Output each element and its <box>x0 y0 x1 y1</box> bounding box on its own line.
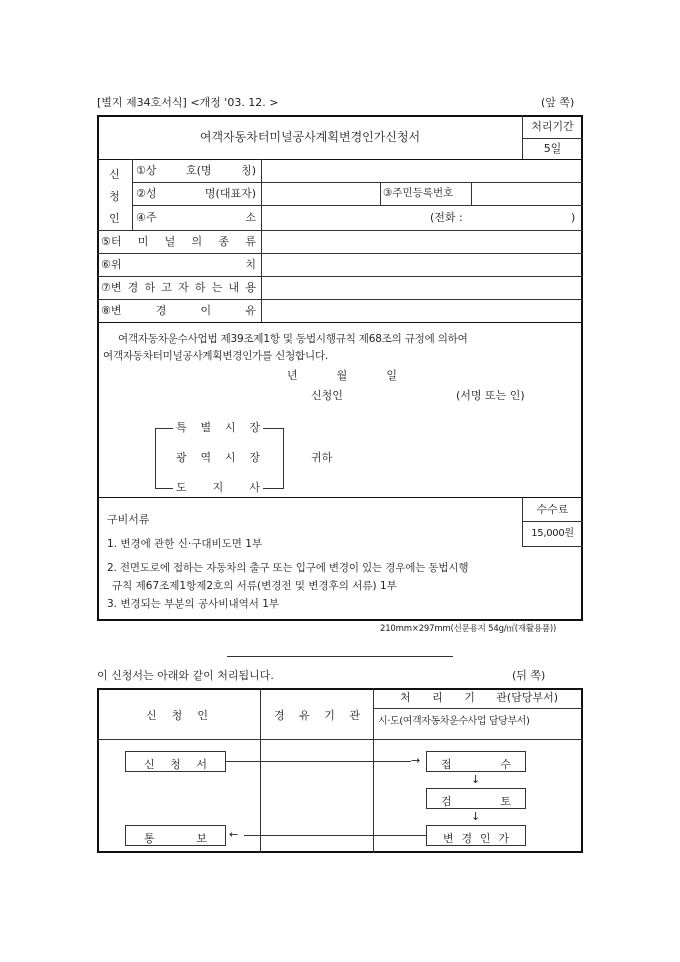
label-part: 접 <box>441 758 452 771</box>
processing-period-label: 처리기간 <box>531 120 574 133</box>
label-part: ⑦변 <box>101 281 122 294</box>
arrow-right-icon: → <box>411 754 421 767</box>
label-part: 신 <box>144 758 155 771</box>
label-part: ⑤터 <box>101 235 122 248</box>
resident-number-field[interactable] <box>472 183 582 205</box>
change-reason-label <box>101 305 256 316</box>
label-part: 유 <box>245 304 256 317</box>
document-item-2: 2. 전면도로에 접하는 자동차의 출구 또는 입구에 변경이 있는 경우에는 동법시행 <box>107 562 469 574</box>
label-part: 시 <box>224 421 236 434</box>
label-part: ⑧변 <box>101 304 122 317</box>
recipient-governor <box>176 482 260 493</box>
divider <box>97 739 583 740</box>
bracket-line <box>263 428 284 429</box>
divider <box>380 182 381 205</box>
label-part: 사 <box>249 481 260 494</box>
trade-name-field[interactable] <box>262 160 582 182</box>
divider <box>97 497 583 498</box>
label-part: 역 <box>200 451 212 464</box>
applicant-group-label <box>97 166 132 226</box>
applicant-char: 청 <box>109 190 120 203</box>
date-line <box>287 370 397 381</box>
form-title: 여객자동차터미널공사계획변경인가신청서 <box>199 130 421 144</box>
documents-title: 구비서류 <box>107 513 150 526</box>
signature-field[interactable] <box>350 386 450 402</box>
terminal-type-label <box>101 236 256 247</box>
label-part: 널 <box>164 235 176 248</box>
terminal-type-field[interactable] <box>262 231 582 253</box>
divider <box>132 159 133 230</box>
col-via-header <box>274 710 360 721</box>
label-part: 관 <box>349 709 360 722</box>
label-part: 의 <box>191 235 203 248</box>
label-part: 청 <box>171 709 183 722</box>
document-item-3: 3. 변경되는 부분의 공사비내역서 1부 <box>107 598 280 610</box>
divider <box>522 138 583 139</box>
label-part: ①상 <box>136 164 157 177</box>
fee-value: 15,000원 <box>531 528 574 539</box>
label-part: 경 <box>127 281 139 294</box>
arrow-down-icon: ↓ <box>471 810 481 823</box>
location-field[interactable] <box>262 254 582 276</box>
label-part: 신 <box>146 709 157 722</box>
signature-note: (서명 또는 인) <box>456 389 525 402</box>
label-part: 장 <box>249 421 260 434</box>
label-part: 종 <box>218 235 230 248</box>
label-part: 소 <box>245 211 256 224</box>
label-part: ④주 <box>136 211 157 224</box>
form-reference: [별지 제34호서식] <개정 '03. 12. > <box>97 96 279 109</box>
bracket-line <box>155 428 156 489</box>
statement-line-2: 여객자동차터미널공사계획변경인가를 신청합니다. <box>103 350 329 362</box>
process-intro: 이 신청서는 아래와 같이 처리됩니다. <box>97 669 274 682</box>
label-part: 류 <box>245 235 256 248</box>
divider <box>260 688 261 853</box>
bracket-line <box>283 428 284 489</box>
label-part: 수 <box>500 758 511 771</box>
trade-name-label <box>136 165 256 176</box>
label-part: 기 <box>324 709 335 722</box>
step-receipt <box>426 751 526 772</box>
label-part: 변 <box>443 832 454 845</box>
arrow-left-icon: ← <box>229 828 239 841</box>
recipient-metropolitan-mayor <box>176 452 260 463</box>
paper-spec: 210mm×297mm(신문용지 54g/㎡(재활용품)) <box>380 624 557 634</box>
processing-period-value: 5일 <box>543 142 562 155</box>
phone-field[interactable] <box>485 206 565 229</box>
label-part: 칭) <box>241 164 256 177</box>
recipient-special-city-mayor <box>176 422 260 433</box>
step-approval <box>426 825 526 846</box>
label-part: 지 <box>212 481 224 494</box>
phone-label: (전화 : <box>430 211 463 224</box>
location-label <box>101 259 256 270</box>
label-part: 이 <box>200 304 212 317</box>
label-part: 유 <box>299 709 310 722</box>
applicant-char: 인 <box>109 212 120 225</box>
connector-application-to-receipt <box>226 761 411 762</box>
label-part: 토 <box>500 795 511 808</box>
label-part: 장 <box>249 451 260 464</box>
label-part: 별 <box>200 421 212 434</box>
label-part: 관(담당부서) <box>496 691 558 704</box>
applicant-char: 신 <box>109 168 120 181</box>
fee-label: 수수료 <box>536 503 569 516</box>
honorific: 귀하 <box>311 451 333 464</box>
label-part: ⑥위 <box>101 258 122 271</box>
label-part: 인 <box>197 709 208 722</box>
label-part: 시 <box>224 451 236 464</box>
label-part: 경 <box>155 304 167 317</box>
bracket-line <box>155 488 173 489</box>
section-divider <box>227 656 453 657</box>
divider <box>97 322 583 323</box>
step-notify <box>125 825 226 846</box>
divider <box>373 688 374 853</box>
label-part: 처 <box>400 691 411 704</box>
label-part: 는 <box>211 281 223 294</box>
label-part: 청 <box>170 758 181 771</box>
address-label <box>136 212 256 223</box>
label-part: 리 <box>432 691 443 704</box>
change-content-label <box>101 282 256 293</box>
date-day: 일 <box>386 369 397 382</box>
label-part: 특 <box>176 421 187 434</box>
divider <box>522 546 583 547</box>
step-application <box>125 751 226 772</box>
document-item-1: 1. 변경에 관한 신·구대비도면 1부 <box>107 538 263 550</box>
change-content-field[interactable] <box>262 277 582 299</box>
label-part: 호(명 <box>186 164 212 177</box>
label-part: 보 <box>196 832 207 845</box>
label-part: ②성 <box>136 187 157 200</box>
label-part: 하 <box>194 281 206 294</box>
label-part: 치 <box>245 258 256 271</box>
label-part: 통 <box>144 832 155 845</box>
label-part: 경 <box>461 832 473 845</box>
col-handler-subheader: 시·도(여객자동차운수사업 담당부서) <box>378 716 530 727</box>
label-part: 고 <box>161 281 172 294</box>
label-part: 서 <box>196 758 207 771</box>
applicant-signature-label: 신청인 <box>311 389 343 402</box>
side-front-label: (앞 쪽) <box>541 96 575 109</box>
date-month: 월 <box>336 369 348 382</box>
label-part: 가 <box>498 832 509 845</box>
name-field[interactable] <box>262 183 380 205</box>
label-part: 검 <box>441 795 452 808</box>
change-reason-field[interactable] <box>262 300 582 322</box>
bracket-line <box>155 428 173 429</box>
label-part: 용 <box>245 281 256 294</box>
label-part: 하 <box>144 281 156 294</box>
statement-line-1: 여객자동차운수사업법 제39조제1항 및 동법시행규칙 제68조의 규정에 의하여 <box>118 333 468 345</box>
arrow-down-icon: ↓ <box>471 773 481 786</box>
date-year: 년 <box>287 369 298 382</box>
label-part: 기 <box>464 691 475 704</box>
resident-number-label: ③주민등록번호 <box>383 187 454 199</box>
label-part: 자 <box>178 281 189 294</box>
label-part: 광 <box>176 451 187 464</box>
label-part: 인 <box>479 832 491 845</box>
col-applicant-header <box>146 710 208 721</box>
label-part: 명(대표자) <box>204 187 256 200</box>
document-item-2-cont: 규칙 제67조제1항제2호의 서류(변경전 및 변경후의 서류) 1부 <box>112 580 397 592</box>
bracket-line <box>263 488 284 489</box>
address-field[interactable] <box>262 206 427 229</box>
phone-close: ) <box>571 211 576 224</box>
name-label <box>136 188 256 199</box>
label-part: 내 <box>228 281 240 294</box>
label-part: 미 <box>137 235 149 248</box>
side-back-label: (뒤 쪽) <box>512 669 546 682</box>
divider <box>373 708 583 709</box>
step-review <box>426 788 526 809</box>
col-handler-header <box>400 692 558 703</box>
divider <box>522 521 583 522</box>
label-part: 경 <box>274 709 285 722</box>
connector-approval-to-notify <box>244 835 426 836</box>
label-part: 도 <box>176 481 187 494</box>
